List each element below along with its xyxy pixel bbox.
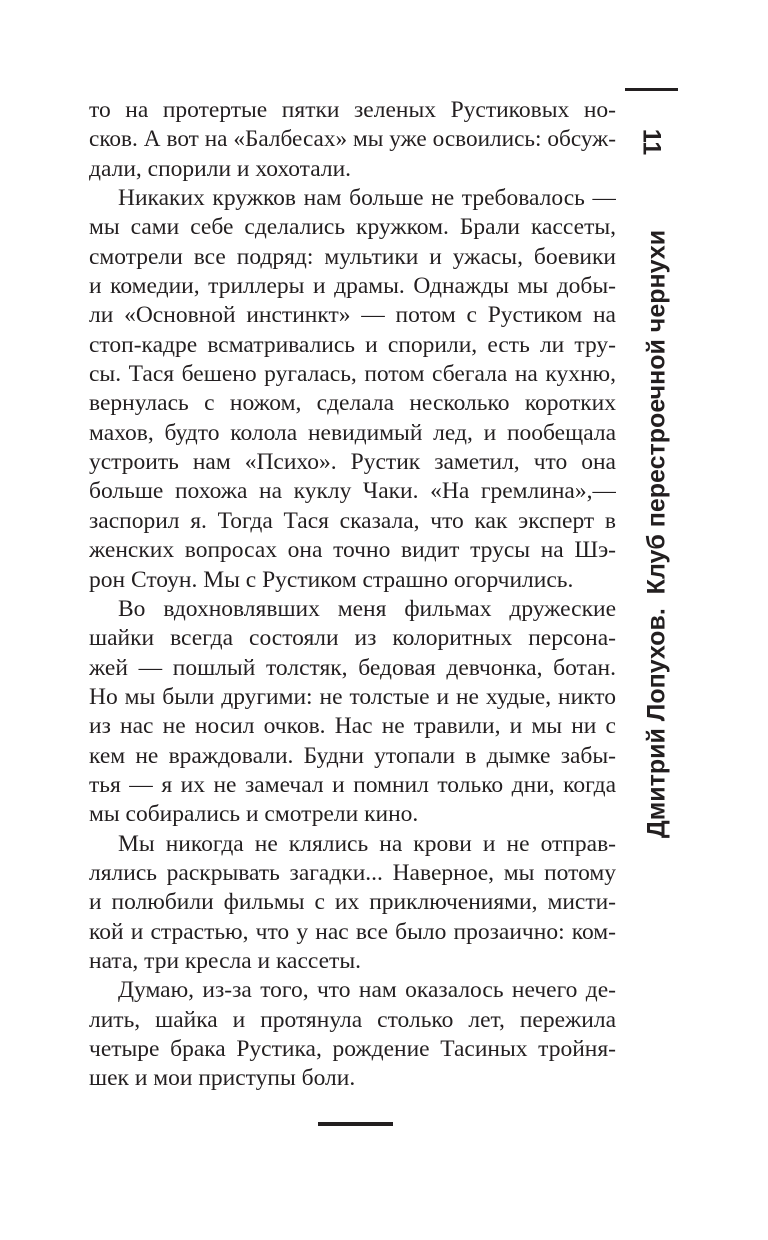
text-line: устроить нам «Психо». Рустик заметил, что она [89,449,616,476]
text-line: Никаких кружков нам больше не требовалось — [118,185,616,212]
running-head-title: Клуб перестроечной чернухи [642,229,671,595]
text-line: ли «Основной инстинкт» — потом с Рустиком на [89,302,616,329]
text-line: четыре брака Рустика, рождение Тасиных тройня- [89,1036,616,1062]
text-line: дали, спорили и хохотали. [89,155,352,182]
text-line: Мы никогда не клялись на крови и не отправ- [118,830,616,857]
text-line: больше похожа на куклу Чаки. «На гремлина»,— [89,478,616,505]
text-line: Думаю, из-за того, что нам оказалось нечего де- [118,977,616,1004]
text-line: кем не враждовали. Будни утопали в дымке забы- [89,742,616,769]
text-line: смотрели все подряд: мультики и ужасы, боевики [89,243,616,270]
text-line: Но мы были другими: не толстые и не худые, никто [89,683,616,710]
text-line: жей — пошлый толстяк, бедовая девчонка, ботан. [89,654,616,681]
header-rule [625,88,678,91]
text-line: и комедии, триллеры и драмы. Однажды мы добы- [89,273,616,300]
text-line: мы собирались и смотрели кино. [89,801,419,828]
text-line: Во вдохновлявших меня фильмах дружеские [118,595,616,622]
section-end-rule [318,1122,393,1126]
text-line: лить, шайка и протянула столько лет, пережила [89,1006,616,1033]
page-number: 11 [637,128,666,156]
text-line: вернулась с ножом, сделала несколько коротких [89,390,616,417]
text-line: мы сами себе сделались кружком. Брали кассеты, [89,214,616,241]
text-line: и полюбили фильмы с их приключениями, мисти- [89,889,616,916]
running-head-author: Дмитрий Лопухов. [642,608,671,839]
text-line: шайки всегда состояли из колоритных персона- [89,625,616,652]
text-line: шек и мои приступы боли. [89,1065,356,1092]
text-line: лялись раскрывать загадки... Наверное, мы потому [89,859,616,886]
text-line: махов, будто колола невидимый лед, и пообещала [89,419,616,446]
text-line: из нас не носил очков. Нас не травили, и мы ни с [89,713,616,740]
text-line: сков. А вот на «Балбесах» мы уже освоились: обсуж- [89,126,616,153]
text-line: тья — я их не замечал и помнил только дни, когда [89,771,616,798]
body-text [89,96,616,1094]
text-line: то на протертые пятки зеленых Рустиковых но- [89,97,616,123]
text-line: кой и страстью, что у нас все было прозаично: ком- [89,918,616,945]
text-line: ната, три кресла и кассеты. [89,947,361,974]
text-line: сы. Тася бешено ругалась, потом сбегала на кухню, [89,361,616,388]
text-line: стоп-кадре всматривались и спорили, есть ли тру- [89,331,616,358]
text-line: женских вопросах она точно видит трусы на Шэ- [89,537,616,564]
running-head [643,230,672,838]
text-line: рон Стоун. Мы с Рустиком страшно огорчились. [89,566,574,593]
text-line: заспорил я. Тогда Тася сказала, что как эксперт в [89,507,616,534]
